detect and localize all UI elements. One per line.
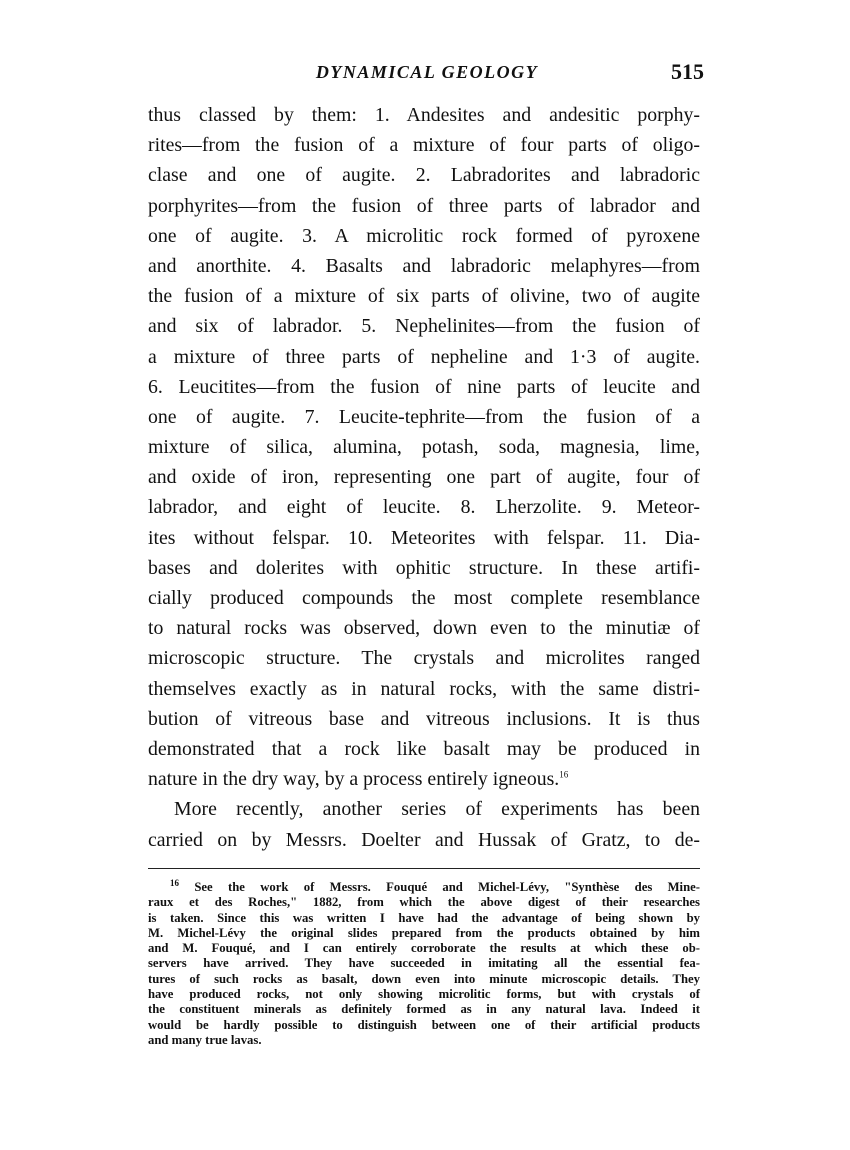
text-line: rites—from the fusion of a mixture of four parts of oligo-: [148, 134, 700, 157]
footnote-line: servers have arrived. They have succeeded in imitating all the essential fea-: [148, 956, 700, 971]
text-line: bases and dolerites with ophitic structure. In these artifi-: [148, 556, 700, 579]
text-line: one of augite. 7. Leucite-tephrite—from the fusion of a: [148, 405, 700, 428]
footnote-line: [148, 877, 700, 895]
text-line: themselves exactly as in natural rocks, with the same distri-: [148, 677, 700, 700]
footnote-rule: [148, 868, 700, 869]
footnote-line: is taken. Since this was written I have had the advantage of being shown by: [148, 910, 700, 925]
page-header: [148, 59, 706, 90]
text-line: one of augite. 3. A microlitic rock formed of pyroxene: [148, 224, 700, 247]
running-head: DYNAMICAL GEOLOGY: [315, 62, 539, 82]
footnote-line: raux et des Roches," 1882, from which the above digest of their researches: [148, 895, 700, 910]
page-number: 515: [671, 59, 704, 84]
text-line: a mixture of three parts of nepheline and 1·3 of augite.: [148, 345, 700, 368]
text-line: the fusion of a mixture of six parts of olivine, two of augite: [148, 285, 700, 308]
text-line: and oxide of iron, representing one part of augite, four of: [148, 466, 700, 489]
footnote-line: have produced rocks, not only showing microlitic forms, but with crystals of: [148, 987, 700, 1002]
text-line-with-footnote-ref: [148, 764, 700, 794]
text-line: mixture of silica, alumina, potash, soda, magnesia, lime,: [148, 436, 700, 459]
footnote-marker: 16: [170, 877, 179, 888]
footnote-line: and M. Fouqué, and I can entirely corroborate the results at which these ob-: [148, 941, 700, 956]
text-line: cially produced compounds the most complete resemblance: [148, 587, 700, 609]
text-line: thus classed by them: 1. Andesites and andesitic porphy-: [148, 104, 700, 126]
text-line: porphyrites—from the fusion of three parts of labrador and: [148, 194, 700, 217]
text-line: carried on by Messrs. Doelter and Hussak of Gratz, to de-: [148, 828, 700, 851]
text-line: and anorthite. 4. Basalts and labradoric melaphyres—from: [148, 254, 700, 277]
text-line: nature in the dry way, by a process entirely igneous.: [148, 768, 560, 791]
text-line: 6. Leucitites—from the fusion of nine parts of leucite and: [148, 375, 700, 398]
footnote-line: and many true lavas.: [148, 1032, 262, 1047]
footnote-reference[interactable]: 16: [559, 769, 569, 780]
footnote-line: would be hardly possible to distinguish between one of their artificial products: [148, 1017, 700, 1032]
text-line: bution of vitreous base and vitreous inclusions. It is thus: [148, 707, 700, 730]
text-line: microscopic structure. The crystals and microlites ranged: [148, 647, 700, 670]
body-text: [148, 100, 700, 855]
text-line: ites without felspar. 10. Meteorites with felspar. 11. Dia-: [148, 526, 700, 549]
footnote-line: tures of such rocks as basalt, down even into minute microscopic details. They: [148, 971, 700, 986]
text-line: and six of labrador. 5. Nephelinites—from the fusion of: [148, 315, 700, 338]
text-line: labrador, and eight of leucite. 8. Lherzolite. 9. Meteor-: [148, 496, 700, 519]
text-line: to natural rocks was observed, down even to the minutiæ of: [148, 617, 700, 640]
footnote-text: See the work of Messrs. Fouqué and Michel-Lévy, "Synthèse des Mine-: [179, 880, 700, 894]
text-line: demonstrated that a rock like basalt may be produced in: [148, 737, 700, 760]
text-line: More recently, another series of experiments has been: [174, 798, 700, 821]
footnote: [148, 877, 700, 1048]
text-line: clase and one of augite. 2. Labradorites and labradoric: [148, 164, 700, 187]
footnote-line: the constituent minerals as definitely formed as in any natural lava. Indeed it: [148, 1002, 700, 1017]
footnote-line: M. Michel-Lévy the original slides prepared from the products obtained by him: [148, 925, 700, 940]
